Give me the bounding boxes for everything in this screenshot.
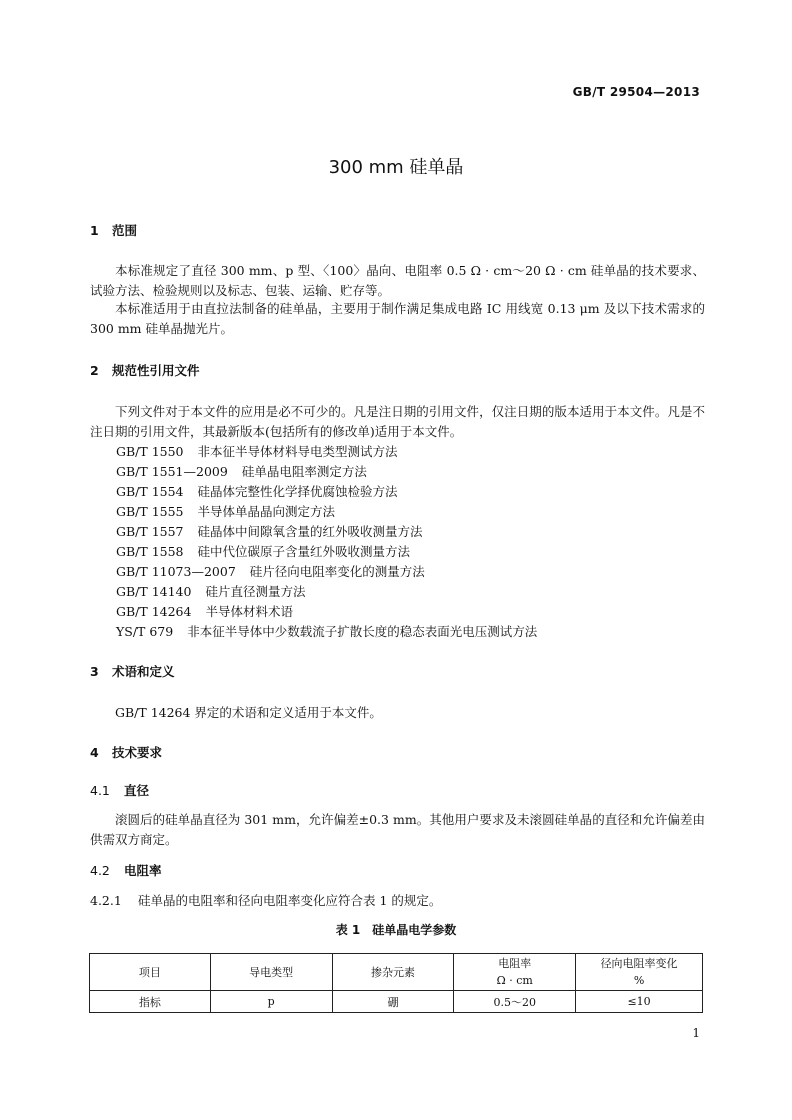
paragraph-terms: GB/T 14264 界定的术语和定义适用于本文件。 <box>115 705 382 720</box>
table-caption: 表 1 硅单晶电学参数 <box>335 923 457 937</box>
reference-title: 半导体材料术语 <box>205 604 293 619</box>
reference-title: 硅晶体中间隙氧含量的红外吸收测量方法 <box>197 524 423 539</box>
clause-4-2-1 <box>90 891 441 909</box>
table-row <box>90 991 703 1013</box>
section-number: 1 <box>90 223 99 238</box>
reference-item <box>116 602 293 620</box>
header-variation-unit: % <box>633 974 645 987</box>
section-title: 范围 <box>112 223 138 238</box>
header-radial-variation <box>576 954 703 991</box>
cell-item: 指标 <box>90 991 211 1013</box>
section-title: 规范性引用文件 <box>112 363 200 378</box>
reference-code: GB/T 1555 <box>116 504 184 519</box>
reference-item <box>116 462 367 480</box>
reference-item <box>116 502 335 520</box>
section-1-heading <box>90 221 137 239</box>
section-title: 技术要求 <box>112 745 163 760</box>
subsection-number: 4.2 <box>90 863 110 878</box>
page-number: 1 <box>692 1026 700 1040</box>
reference-title: 半导体单晶晶向测定方法 <box>197 504 336 519</box>
paragraph-scope-2: 本标准适用于由直拉法制备的硅单晶，主要用于制作满足集成电路 IC 用线宽 0.13 μm 及以下技术需求的 300 mm 硅单晶抛光片。 <box>90 301 705 336</box>
subsection-title: 直径 <box>124 783 150 798</box>
reference-item <box>116 442 398 460</box>
header-resistivity-unit: Ω · cm <box>496 974 533 987</box>
reference-item <box>116 582 305 600</box>
reference-code: GB/T 14264 <box>116 604 192 619</box>
reference-item <box>116 482 398 500</box>
section-2-heading <box>90 361 200 379</box>
section-number: 2 <box>90 363 99 378</box>
reference-code: GB/T 1557 <box>116 524 184 539</box>
header-item: 项目 <box>90 954 211 991</box>
clause-text: 硅单晶的电阻率和径向电阻率变化应符合表 1 的规定。 <box>138 893 442 908</box>
subsection-4-2-heading <box>90 861 162 879</box>
reference-title: 非本征半导体中少数载流子扩散长度的稳态表面光电压测试方法 <box>187 624 538 639</box>
paragraph-references-intro: 下列文件对于本文件的应用是必不可少的。凡是注日期的引用文件，仅注日期的版本适用于本文件。凡是不注日期的引用文件，其最新版本(包括所有的修改单)适用于本文件。 <box>90 404 705 439</box>
reference-code: GB/T 1551—2009 <box>116 464 228 479</box>
reference-title: 硅中代位碳原子含量红外吸收测量方法 <box>197 544 411 559</box>
reference-item <box>116 522 423 540</box>
reference-code: YS/T 679 <box>116 624 174 639</box>
cell-conductivity-type: p <box>210 991 332 1013</box>
reference-code: GB/T 1554 <box>116 484 184 499</box>
reference-item <box>116 542 410 560</box>
reference-title: 硅片径向电阻率变化的测量方法 <box>249 564 425 579</box>
section-4-heading <box>90 743 162 761</box>
reference-code: GB/T 1558 <box>116 544 184 559</box>
reference-title: 硅片直径测量方法 <box>205 584 306 599</box>
paragraph-scope-1: 本标准规定了直径 300 mm、p 型、〈100〉晶向、电阻率 0.5 Ω · cm～20 Ω · cm 硅单晶的技术要求、试验方法、检验规则以及标志、包装、运输、贮存等。 <box>90 263 705 298</box>
reference-title: 硅单晶电阻率测定方法 <box>241 464 367 479</box>
section-number: 4 <box>90 745 99 760</box>
header-resistivity-label: 电阻率 <box>498 957 532 970</box>
subsection-4-1-heading <box>90 781 149 799</box>
reference-title: 硅晶体完整性化学择优腐蚀检验方法 <box>197 484 398 499</box>
document-title: 300 mm 硅单晶 <box>328 157 464 178</box>
subsection-number: 4.1 <box>90 783 110 798</box>
paragraph-diameter: 滚圆后的硅单晶直径为 301 mm，允许偏差±0.3 mm。其他用户要求及未滚圆硅单晶的直径和允许偏差由供需双方商定。 <box>90 812 705 847</box>
cell-radial-variation: ≤10 <box>576 991 703 1013</box>
reference-code: GB/T 11073—2007 <box>116 564 236 579</box>
electrical-parameters-table <box>89 953 703 1013</box>
header-variation-label: 径向电阻率变化 <box>600 957 678 970</box>
reference-title: 非本征半导体材料导电类型测试方法 <box>197 444 398 459</box>
reference-code: GB/T 14140 <box>116 584 192 599</box>
section-3-heading <box>90 662 175 680</box>
reference-item <box>116 562 425 580</box>
section-title: 术语和定义 <box>112 664 175 679</box>
subsection-title: 电阻率 <box>124 863 162 878</box>
cell-dopant: 硼 <box>332 991 454 1013</box>
header-conductivity-type: 导电类型 <box>210 954 332 991</box>
reference-code: GB/T 1550 <box>116 444 184 459</box>
standard-code: GB/T 29504—2013 <box>572 85 700 99</box>
reference-item <box>116 622 537 640</box>
clause-number: 4.2.1 <box>90 893 122 908</box>
table-header-row <box>90 954 703 991</box>
section-number: 3 <box>90 664 99 679</box>
cell-resistivity: 0.5～20 <box>454 991 576 1013</box>
header-resistivity <box>454 954 576 991</box>
header-dopant: 掺杂元素 <box>332 954 454 991</box>
